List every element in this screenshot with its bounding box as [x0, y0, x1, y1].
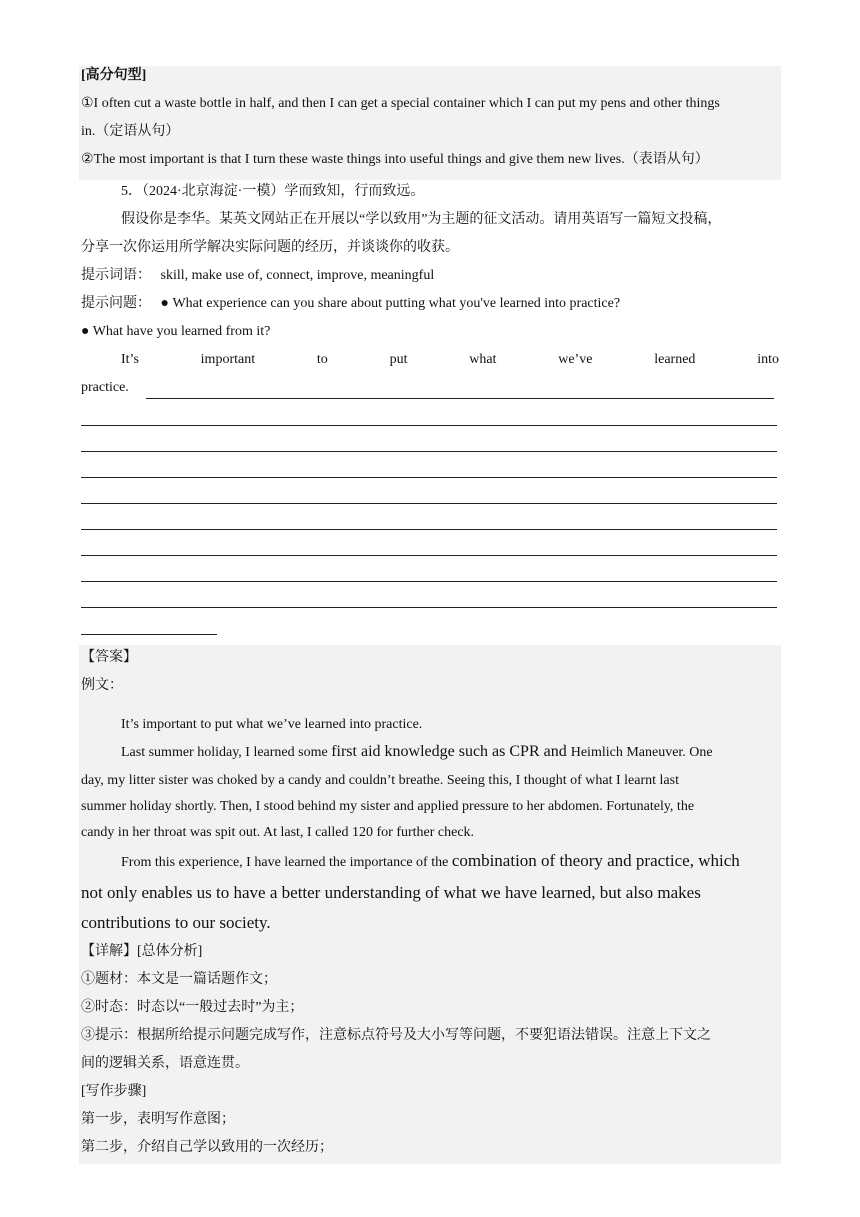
- answer-blank-line: [81, 607, 777, 608]
- essay-paragraph-3-line-1: From this experience, I have learned the importance of the combination of theory and practice, which: [121, 851, 740, 870]
- start-word: It’s: [121, 352, 139, 367]
- start-word: to: [316, 352, 328, 367]
- essay-paragraph-3-line-2: not only enables us to have a better understanding of what we have learned, but also makes: [81, 883, 701, 902]
- analysis-item-2: ②时态：时态以“一般过去时”为主；: [81, 1000, 304, 1015]
- prompt-line-1: 假设你是李华。某英文网站正在开展以“学以致用”为主题的征文活动。请用英语写一篇短文投稿，: [121, 212, 722, 227]
- analysis-item-3-line-2: 间的逻辑关系，语意连贯。: [81, 1056, 249, 1071]
- high-score-section: [81, 62, 779, 174]
- hint-words-row: [81, 262, 779, 290]
- hint-question-row: [81, 290, 779, 318]
- high-score-header: [高分句型]: [81, 68, 147, 83]
- hint-question-2: ● What have you learned from it?: [81, 324, 271, 339]
- essay-paragraph-2-line-3: summer holiday shortly. Then, I stood behind my sister and applied pressure to her abdomen. Fortunately, the: [81, 799, 695, 814]
- hint-words: skill, make use of, connect, improve, meaningful: [160, 268, 435, 283]
- start-word: what: [469, 352, 497, 367]
- prompt-line-2: 分享一次你运用所学解决实际问题的经历，并谈谈你的收获。: [81, 240, 459, 255]
- essay-paragraph-2-line-2: day, my litter sister was choked by a candy and couldn’t breathe. Seeing this, I thought of what I learnt last: [81, 773, 679, 788]
- start-word: put: [389, 352, 408, 367]
- essay-paragraph-2-line-4: candy in her throat was spit out. At last, I called 120 for further check.: [81, 825, 475, 840]
- answer-blank-line: [81, 425, 777, 426]
- answer-blank-line-short: [81, 634, 217, 635]
- answer-blank-line: [81, 555, 777, 556]
- writing-step-2: 第二步，介绍自己学以致用的一次经历；: [81, 1140, 333, 1155]
- start-word: important: [200, 352, 256, 367]
- hint-words-label: 提示词语：: [81, 268, 151, 283]
- hint-question-1: ● What experience can you share about putting what you've learned into practice?: [160, 296, 621, 311]
- sentence-1-continued: in.（定语从句）: [81, 124, 180, 139]
- essay-paragraph-3-line-3: contributions to our society.: [81, 913, 271, 932]
- essay-paragraph-1: It’s important to put what we’ve learned into practice.: [121, 717, 423, 732]
- sample-label: 例文：: [81, 678, 123, 693]
- hint-question-label: 提示问题：: [81, 296, 151, 311]
- question-number-line: 5．（2024·北京海淀·一模）学而致知，行而致远。: [121, 184, 425, 199]
- sentence-2: ②The most important is that I turn these waste things into useful things and give them new lives.（表语从句）: [81, 152, 709, 167]
- answer-blank-line: [81, 529, 777, 530]
- question-section: [81, 178, 779, 402]
- analysis-label: 【详解】[总体分析]: [81, 944, 203, 959]
- writing-start-line: [81, 346, 779, 374]
- answer-section: [81, 644, 779, 1162]
- analysis-item-1: ①题材：本文是一篇话题作文；: [81, 972, 277, 987]
- writing-steps-label: [写作步骤]: [81, 1084, 147, 1099]
- answer-blank-line: [81, 451, 777, 452]
- answer-blank-line: [146, 398, 774, 399]
- answer-blank-line: [81, 477, 777, 478]
- start-word: learned: [654, 352, 696, 367]
- essay-paragraph-2-line-1: Last summer holiday, I learned some first aid knowledge such as CPR and Heimlich Maneuver. One: [121, 743, 713, 760]
- answer-label: 【答案】: [81, 650, 137, 665]
- writing-start-end: practice.: [81, 380, 129, 395]
- answer-blank-line: [81, 503, 777, 504]
- answer-blank-line: [81, 581, 777, 582]
- analysis-item-3-line-1: ③提示：根据所给提示问题完成写作，注意标点符号及大小写等问题，不要犯语法错误。注意上下文之: [81, 1028, 711, 1043]
- sentence-1: ①I often cut a waste bottle in half, and then I can get a special container which I can put my pens and other things: [81, 96, 720, 111]
- start-word: into: [757, 352, 779, 367]
- start-word: we’ve: [558, 352, 593, 367]
- writing-step-1: 第一步，表明写作意图；: [81, 1112, 235, 1127]
